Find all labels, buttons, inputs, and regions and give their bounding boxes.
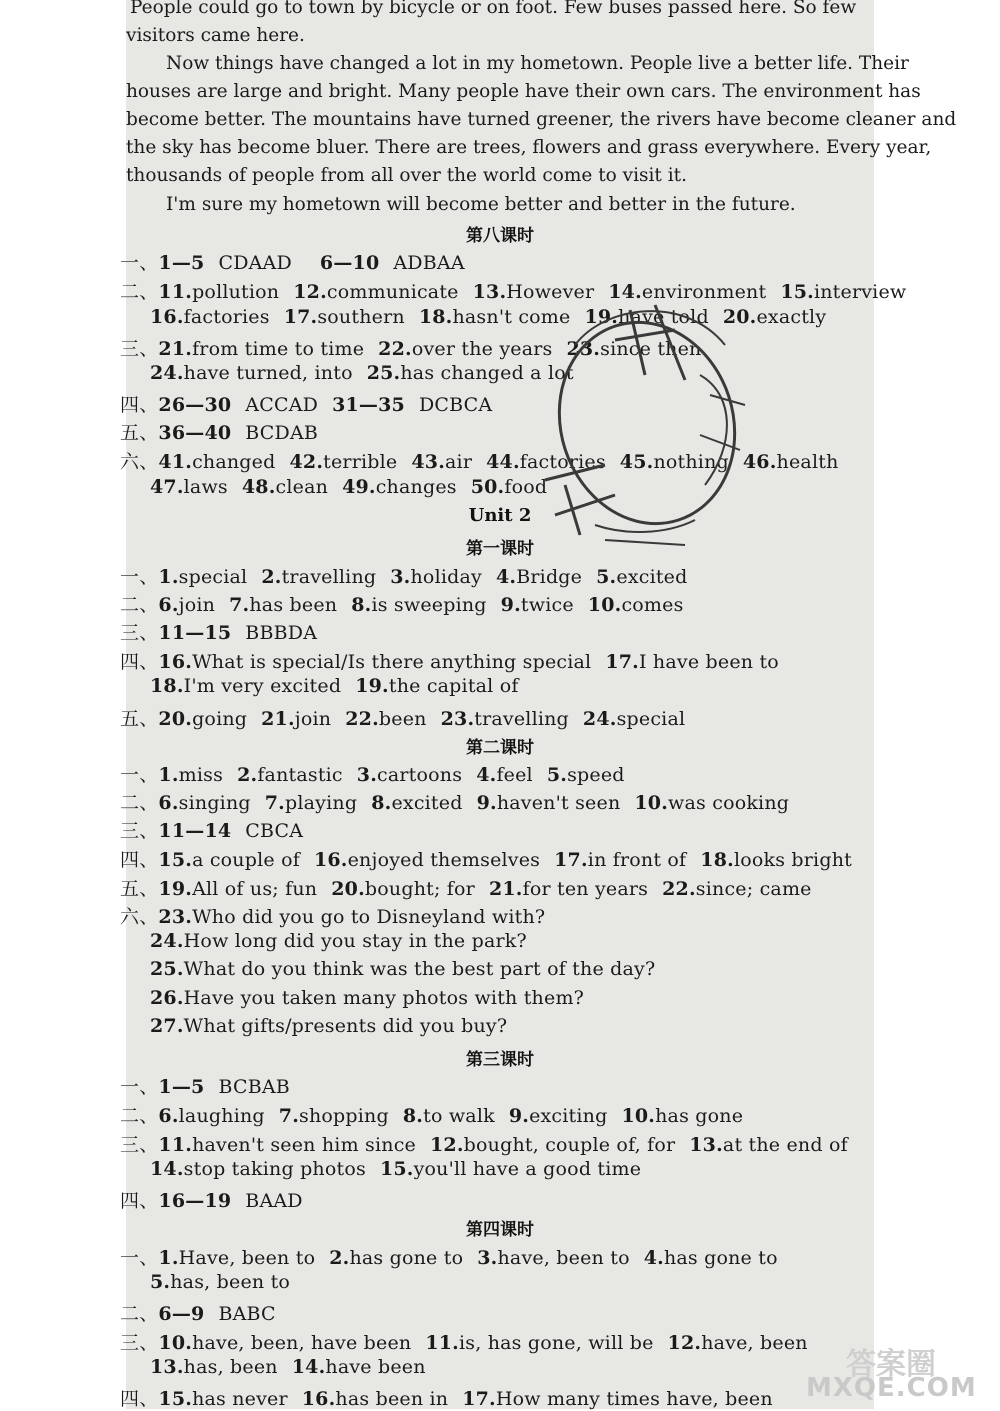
prose-line: thousands of people from all over the world come to visit it.: [126, 165, 687, 186]
answer-row: 16.factories 17.southern 18.hasn't come 19.have told 20.exactly: [150, 306, 827, 328]
answer-row: 三、11—14 CBCA: [120, 820, 304, 842]
answer-row: 二、6.singing 7.playing 8.excited 9.haven't seen 10.was cooking: [120, 792, 790, 814]
prose-line: Now things have changed a lot in my hometown. People live a better life. Their: [166, 53, 909, 74]
watermark-url: MXQE.COM: [806, 1373, 977, 1403]
answer-row: 14.stop taking photos 15.you'll have a good time: [150, 1158, 642, 1180]
prose-line: the sky has become bluer. There are trees, flowers and grass everywhere. Every year,: [126, 137, 932, 158]
unit-heading: Unit 2: [468, 505, 532, 526]
prose-line: People could go to town by bicycle or on foot. Few buses passed here. So few: [130, 0, 857, 18]
answer-row: 五、36—40 BCDAB: [120, 422, 319, 444]
section-heading: 第八课时: [466, 226, 534, 246]
answer-row: 三、10.have, been, have been 11.is, has gone, will be 12.have, been: [120, 1332, 808, 1354]
watermark-cn: 答案圈: [846, 1347, 936, 1382]
answer-row: 二、6.laughing 7.shopping 8.to walk 9.exciting 10.has gone: [120, 1105, 744, 1127]
prose-line: I'm sure my hometown will become better and better in the future.: [166, 194, 796, 215]
answer-row: 二、11.pollution 12.communicate 13.However 14.environment 15.interview: [120, 281, 907, 303]
answer-row: 四、16—19 BAAD: [120, 1190, 303, 1212]
prose-line: houses are large and bright. Many people have their own cars. The environment has: [126, 81, 921, 102]
answer-row: 四、16.What is special/Is there anything special 17.I have been to: [120, 651, 779, 673]
answer-row: 六、23.Who did you go to Disneyland with?: [120, 906, 546, 928]
answer-row: 一、1—5 BCBAB: [120, 1076, 290, 1098]
answer-row: 27.What gifts/presents did you buy?: [150, 1015, 508, 1037]
answer-row: 四、15.a couple of 16.enjoyed themselves 17.in front of 18.looks bright: [120, 849, 852, 871]
answer-row: 24.How long did you stay in the park?: [150, 930, 527, 952]
answer-row: 四、15.has never 16.has been in 17.How many times have, been: [120, 1388, 773, 1410]
answer-row: 三、11.haven't seen him since 12.bought, couple of, for 13.at the end of: [120, 1134, 848, 1156]
answer-row: 二、6.join 7.has been 8.is sweeping 9.twice 10.comes: [120, 594, 684, 616]
prose-line: become better. The mountains have turned greener, the rivers have become cleaner and: [126, 109, 957, 130]
section-heading: 第三课时: [466, 1050, 534, 1070]
answer-row: 五、19.All of us; fun 20.bought; for 21.for ten years 22.since; came: [120, 878, 812, 900]
answer-row: 26.Have you taken many photos with them?: [150, 987, 585, 1009]
answer-row: 25.What do you think was the best part of the day?: [150, 958, 656, 980]
answer-row: 四、26—30 ACCAD 31—35 DCBCA: [120, 394, 493, 416]
answer-row: 六、41.changed 42.terrible 43.air 44.factories 45.nothing 46.health: [120, 451, 839, 473]
answer-row: 一、1.miss 2.fantastic 3.cartoons 4.feel 5.speed: [120, 764, 625, 786]
answer-row: 一、1.special 2.travelling 3.holiday 4.Bridge 5.excited: [120, 566, 688, 588]
answer-row: 一、1.Have, been to 2.has gone to 3.have, been to 4.has gone to: [120, 1247, 778, 1269]
answer-row: 三、11—15 BBBDA: [120, 622, 318, 644]
answer-row: 三、21.from time to time 22.over the years 23.since then: [120, 338, 702, 360]
answer-row: 18.I'm very excited 19.the capital of: [150, 675, 519, 697]
answer-row: 五、20.going 21.join 22.been 23.travelling 24.special: [120, 708, 686, 730]
section-heading: 第二课时: [466, 738, 534, 758]
answer-row: 5.has, been to: [150, 1271, 291, 1293]
answer-row: 13.has, been 14.have been: [150, 1356, 426, 1378]
section-heading: 第一课时: [466, 539, 534, 559]
answer-row: 24.have turned, into 25.has changed a lot: [150, 362, 574, 384]
prose-line: visitors came here.: [126, 25, 305, 46]
answer-row: 47.laws 48.clean 49.changes 50.food: [150, 476, 548, 498]
section-heading: 第四课时: [466, 1220, 534, 1240]
answer-row: 二、6—9 BABC: [120, 1303, 276, 1325]
right-margin: [874, 0, 1000, 1409]
answer-row: 一、1—5 CDAAD 6—10 ADBAA: [120, 252, 465, 274]
